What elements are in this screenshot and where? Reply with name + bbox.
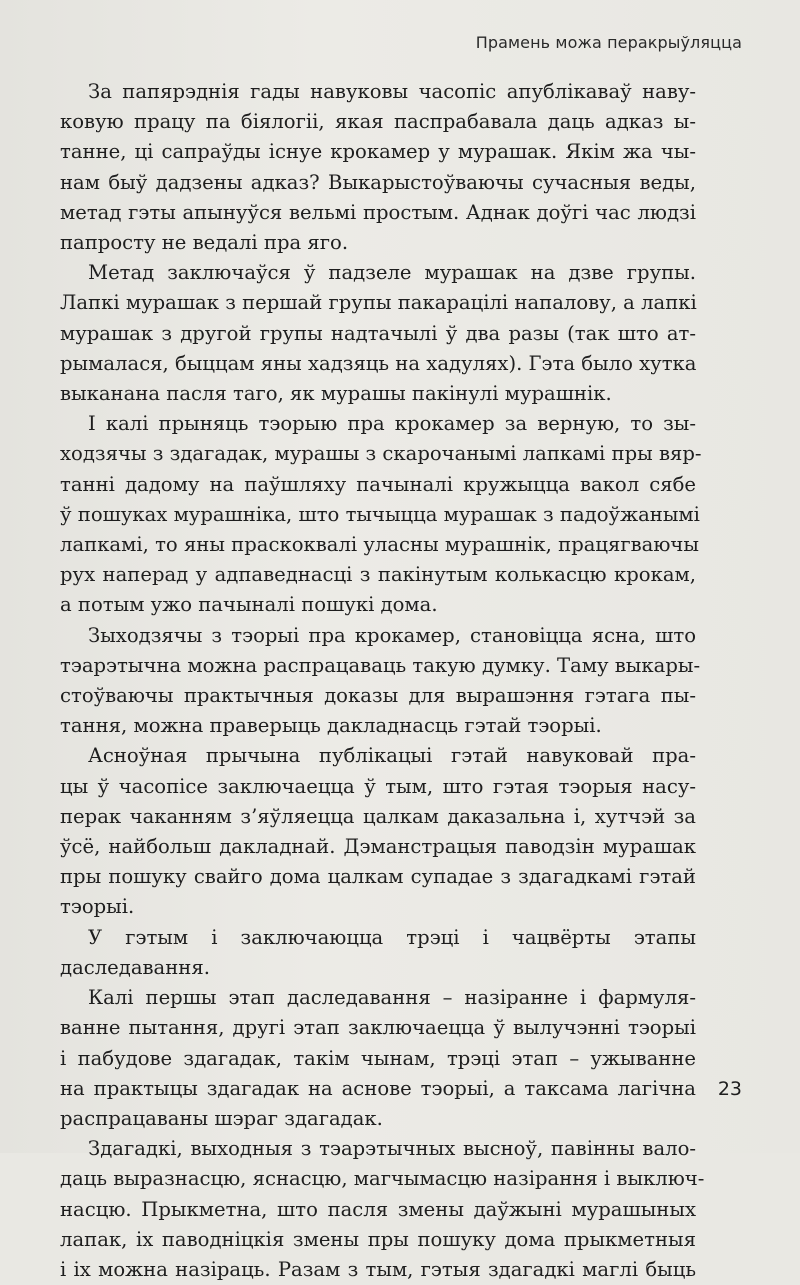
text-line: а потым ужо пачыналі пошукі дома.: [60, 593, 438, 617]
text-line: ходзячы з здагадак, мурашы з скарочанымі лапкамі пры вяр-: [60, 442, 702, 466]
text-line: пры пошуку свайго дома цалкам супадае з здагадкамі гэтай: [60, 865, 696, 889]
text-line: метад гэты апынуўся вельмі простым. Аднак доўгі час людзі: [60, 200, 696, 224]
text-line: рымалася, быццам яны хадзяць на хадулях). Гэта было хутка: [60, 351, 697, 375]
text-line: лапак, іх паводніцкія змены пры пошуку дома прыкметныя: [60, 1227, 696, 1251]
text-line: перак чаканням з’яўляецца цалкам даказальна і, хутчэй за: [60, 804, 696, 828]
text-line: выканана пасля таго, як мурашы пакінулі мурашнік.: [60, 382, 612, 406]
text-line: насцю. Прыкметна, што пасля змены даўжыні мурашыных: [60, 1197, 696, 1221]
text-line: і пабудове здагадак, такім чынам, трэці этап – ужыванне: [60, 1046, 696, 1070]
text-line: Метад заключаўся ў падзеле мурашак на дзве групы.: [88, 261, 696, 285]
text-line: даць выразнасцю, яснасцю, магчымасцю назірання і выключ-: [60, 1167, 705, 1191]
text-line: ўсё, найбольш дакладнай. Дэманстрацыя паводзін мурашак: [60, 835, 696, 859]
text-line: стоўваючы практычныя доказы для вырашэння гэтага пы-: [60, 684, 696, 708]
text-line: ў пошуках мурашніка, што тычыцца мурашак з падоўжанымі: [60, 502, 700, 526]
text-line: За папярэднія гады навуковы часопіс апублікаваў наву-: [88, 80, 696, 103]
text-line: тэорыі.: [60, 895, 135, 919]
text-line: Лапкі мурашак з першай групы пакарацілі напалову, а лапкі: [60, 291, 697, 315]
text-line: нам быў дадзены адказ? Выкарыстоўваючы сучасныя веды,: [60, 170, 696, 194]
body-text: [60, 77, 705, 1285]
text-line: Калі першы этап даследавання – назіранне і фармуля-: [88, 986, 696, 1010]
text-line: даследавання.: [60, 955, 210, 979]
text-line: Здагадкі, выходныя з тэарэтычных высноў, павінны вало-: [88, 1137, 696, 1161]
text-line: мурашак з другой групы надтачылі ў два разы (так што ат-: [60, 321, 696, 345]
text-line: Зыходзячы з тэорыі пра крокамер, становіцца ясна, што: [88, 623, 696, 647]
text-line: на практыцы здагадак на аснове тэорыі, а таксама лагічна: [60, 1076, 696, 1100]
text-line: У гэтым і заключаюцца трэці і чацвёрты этапы: [88, 925, 696, 949]
text-line: ковую працу па біялогіі, якая паспрабавала даць адказ ы-: [60, 110, 696, 134]
text-line: цы ў часопісе заключаецца ў тым, што гэтая тэорыя насу-: [60, 774, 696, 798]
text-line: танні дадому на паўшляху пачыналі кружыцца вакол сябе: [60, 472, 696, 496]
text-line: распрацаваны шэраг здагадак.: [60, 1106, 383, 1130]
running-head: Прамень можа перакрыўляцца: [475, 33, 742, 52]
text-line: рух наперад у адпаведнасці з пакінутым колькасцю крокам,: [60, 563, 696, 587]
text-line: І калі прыняць тэорыю пра крокамер за верную, то зы-: [88, 412, 696, 436]
text-line: Асноўная прычына публікацыі гэтай навуковай пра-: [88, 744, 696, 768]
text-line: лапкамі, то яны праскоквалі уласны мурашнік, працягваючы: [60, 533, 699, 557]
text-line: папросту не ведалі пра яго.: [60, 231, 349, 255]
text-line: тання, можна праверыць дакладнасць гэтай тэорыі.: [60, 714, 602, 738]
text-line: танне, ці сапраўды існуе крокамер у мурашак. Якім жа чы-: [60, 140, 696, 164]
text-line: і іх можна назіраць. Разам з тым, гэтыя здагадкі маглі быць: [60, 1257, 696, 1281]
text-line: тэарэтычна можна распрацаваць такую думку. Таму выкары-: [60, 653, 701, 677]
page-number: 23: [717, 1078, 742, 1100]
text-line: ванне пытання, другі этап заключаецца ў вылучэнні тэорыі: [60, 1016, 696, 1040]
